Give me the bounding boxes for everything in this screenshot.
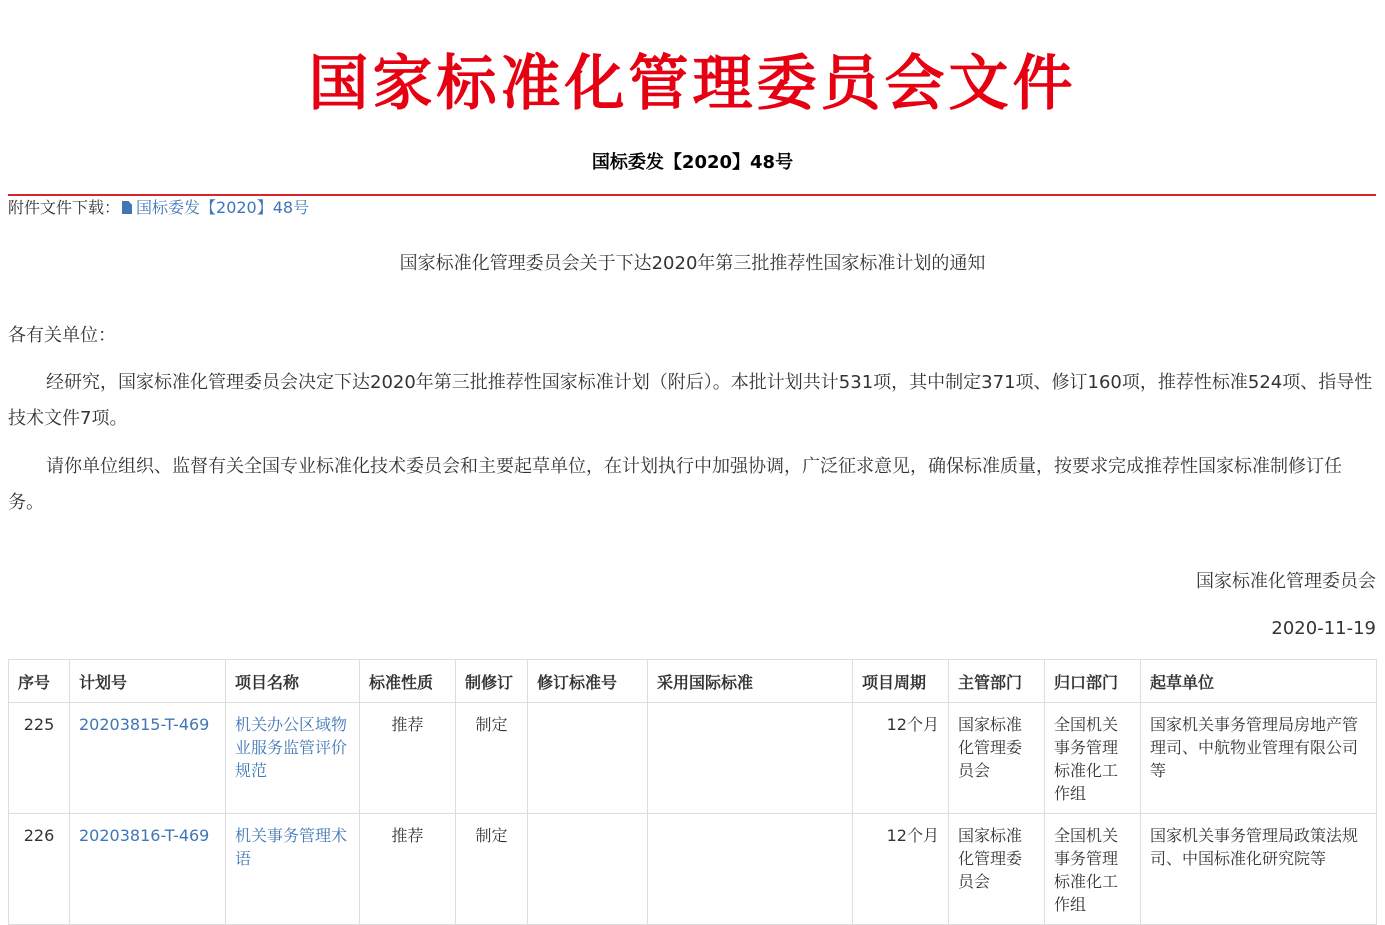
- cell-drafter: 国家机关事务管理局政策法规司、中国标准化研究院等: [1141, 814, 1377, 925]
- attachment-download: [8, 197, 309, 219]
- cell-tc: 全国机关事务管理标准化工作组: [1045, 814, 1141, 925]
- file-icon: [122, 201, 132, 214]
- cell-intl-std: [648, 703, 853, 814]
- cell-revised-std: [528, 703, 648, 814]
- col-header-intl-std: 采用国际标准: [648, 660, 853, 703]
- col-header-tc: 归口部门: [1045, 660, 1141, 703]
- table-row: [9, 703, 1377, 814]
- signature-date: 2020-11-19: [1271, 618, 1376, 639]
- col-header-authority: 主管部门: [949, 660, 1045, 703]
- cell-nature: 推荐: [360, 814, 456, 925]
- cell-authority: 国家标准化管理委员会: [949, 814, 1045, 925]
- project-name-link[interactable]: 机关事务管理术语: [235, 826, 348, 868]
- cell-no: 225: [9, 703, 70, 814]
- plan-no-link[interactable]: 20203815-T-469: [79, 715, 210, 734]
- plan-no-link[interactable]: 20203816-T-469: [79, 826, 210, 845]
- col-header-period: 项目周期: [853, 660, 949, 703]
- col-header-plan-no: 计划号: [70, 660, 226, 703]
- cell-name: [226, 814, 360, 925]
- notice-title: 国家标准化管理委员会关于下达2020年第三批推荐性国家标准计划的通知: [399, 253, 986, 274]
- cell-type: 制定: [456, 703, 528, 814]
- cell-intl-std: [648, 814, 853, 925]
- attachment-link-text: 国标委发【2020】48号: [136, 198, 310, 217]
- table-row: [9, 814, 1377, 925]
- cell-period: 12个月: [853, 814, 949, 925]
- document-number: 国标委发【2020】48号: [591, 152, 794, 173]
- cell-period: 12个月: [853, 703, 949, 814]
- table-header-row: [9, 660, 1377, 703]
- col-header-nature: 标准性质: [360, 660, 456, 703]
- col-header-name: 项目名称: [226, 660, 360, 703]
- cell-nature: 推荐: [360, 703, 456, 814]
- cell-revised-std: [528, 814, 648, 925]
- project-name-link[interactable]: 机关办公区域物业服务监管评价规范: [235, 715, 348, 780]
- signature-organization: 国家标准化管理委员会: [1196, 571, 1376, 592]
- document-header-title: 国家标准化管理委员会文件: [308, 49, 1077, 119]
- cell-drafter: 国家机关事务管理局房地产管理司、中航物业管理有限公司等: [1141, 703, 1377, 814]
- attachment-label: 附件文件下载：: [8, 198, 121, 217]
- cell-plan-no: [70, 814, 226, 925]
- cell-plan-no: [70, 703, 226, 814]
- cell-no: 226: [9, 814, 70, 925]
- header-divider: [8, 194, 1376, 196]
- body-paragraph: 请你单位组织、监督有关全国专业标准化技术委员会和主要起草单位，在计划执行中加强协调，广泛征求意见，确保标准质量，按要求完成推荐性国家标准制修订任务。: [8, 456, 1342, 513]
- col-header-type: 制修订: [456, 660, 528, 703]
- body-paragraph: 经研究，国家标准化管理委员会决定下达2020年第三批推荐性国家标准计划（附后）。本批计划共计531项，其中制定371项、修订160项，推荐性标准524项、指导性技术文件7项。: [8, 372, 1373, 429]
- attachment-link[interactable]: [120, 198, 309, 217]
- standards-plan-table: [8, 659, 1377, 925]
- cell-type: 制定: [456, 814, 528, 925]
- col-header-no: 序号: [9, 660, 70, 703]
- cell-authority: 国家标准化管理委员会: [949, 703, 1045, 814]
- col-header-drafter: 起草单位: [1141, 660, 1377, 703]
- col-header-revised-std: 修订标准号: [528, 660, 648, 703]
- greeting: 各有关单位：: [8, 325, 116, 346]
- cell-name: [226, 703, 360, 814]
- cell-tc: 全国机关事务管理标准化工作组: [1045, 703, 1141, 814]
